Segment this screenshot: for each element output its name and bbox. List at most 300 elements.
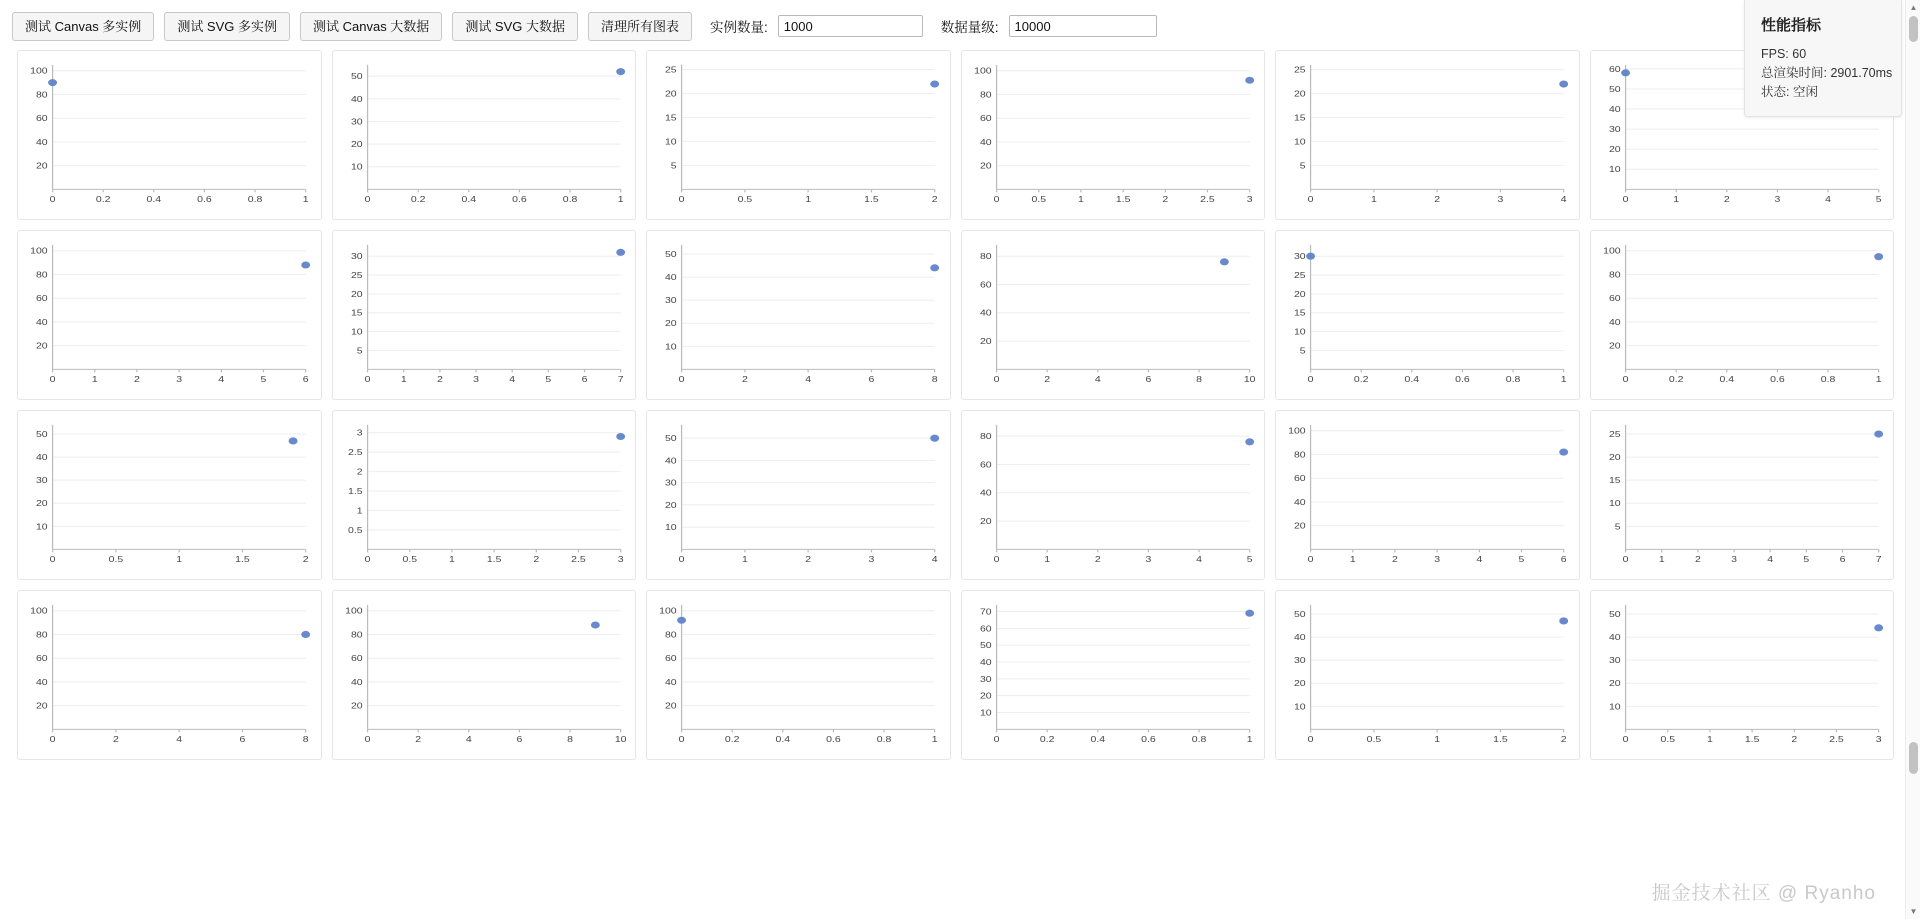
svg-text:1.5: 1.5 xyxy=(347,486,363,497)
chart-plot xyxy=(333,51,636,219)
perf-total-render-time: 总渲染时间: 2901.70ms xyxy=(1761,66,1893,80)
svg-text:40: 40 xyxy=(979,308,992,319)
performance-panel-title: 性能指标 xyxy=(1761,17,1822,34)
svg-text:1: 1 xyxy=(302,195,309,205)
svg-text:50: 50 xyxy=(1293,609,1306,620)
svg-text:1.5: 1.5 xyxy=(1493,735,1508,745)
svg-text:20: 20 xyxy=(664,319,677,329)
svg-text:0.8: 0.8 xyxy=(876,735,892,745)
svg-text:0.2: 0.2 xyxy=(724,735,740,745)
chart-card[interactable] xyxy=(961,410,1266,580)
svg-text:50: 50 xyxy=(35,429,48,440)
svg-text:0.6: 0.6 xyxy=(826,735,841,745)
svg-text:1: 1 xyxy=(1658,555,1665,565)
svg-text:1: 1 xyxy=(1875,375,1882,385)
test-svg-multi-button[interactable]: 测试 SVG 多实例 xyxy=(164,12,290,41)
svg-text:4: 4 xyxy=(1766,555,1773,565)
svg-text:1.5: 1.5 xyxy=(235,555,250,565)
svg-text:5: 5 xyxy=(1875,195,1882,205)
chart-card[interactable] xyxy=(332,230,637,400)
chart-card[interactable] xyxy=(332,410,637,580)
svg-text:2: 2 xyxy=(1694,555,1701,565)
chart-card[interactable] xyxy=(17,50,322,220)
svg-text:5: 5 xyxy=(1299,161,1306,172)
svg-text:40: 40 xyxy=(1608,633,1621,643)
svg-text:0.5: 0.5 xyxy=(1031,195,1046,205)
svg-text:2: 2 xyxy=(805,555,812,565)
chart-card[interactable] xyxy=(1590,410,1895,580)
svg-text:0.5: 0.5 xyxy=(347,525,363,536)
svg-text:3: 3 xyxy=(1497,195,1504,205)
svg-text:2: 2 xyxy=(1560,735,1567,745)
clear-all-charts-button[interactable]: 清理所有图表 xyxy=(588,12,692,41)
svg-text:5: 5 xyxy=(356,346,363,357)
svg-text:80: 80 xyxy=(35,630,48,641)
svg-text:20: 20 xyxy=(664,701,677,712)
svg-text:0.5: 0.5 xyxy=(1366,735,1382,745)
svg-text:1.5: 1.5 xyxy=(486,555,501,565)
svg-text:3: 3 xyxy=(1246,195,1253,205)
svg-text:0.2: 0.2 xyxy=(1039,735,1054,745)
svg-text:0: 0 xyxy=(678,555,685,565)
svg-text:0: 0 xyxy=(1307,195,1314,205)
svg-text:30: 30 xyxy=(350,252,363,262)
chart-card[interactable] xyxy=(1275,230,1580,400)
svg-text:1.5: 1.5 xyxy=(1744,735,1759,745)
svg-text:10: 10 xyxy=(614,735,627,745)
svg-text:1: 1 xyxy=(805,195,812,205)
svg-text:50: 50 xyxy=(350,72,363,82)
svg-text:6: 6 xyxy=(239,735,246,745)
watermark: 掘金技术社区 @ Ryanho xyxy=(1651,883,1876,904)
chart-card[interactable] xyxy=(1590,590,1895,760)
chart-plot xyxy=(18,231,321,399)
chart-plot xyxy=(333,591,636,759)
chart-card[interactable] xyxy=(646,410,951,580)
svg-text:30: 30 xyxy=(1293,252,1306,262)
svg-text:0: 0 xyxy=(364,195,370,205)
svg-text:25: 25 xyxy=(350,270,363,281)
svg-text:2: 2 xyxy=(302,555,309,565)
page-scrollbar[interactable] xyxy=(1905,0,1920,919)
svg-text:0.8: 0.8 xyxy=(1820,375,1835,385)
svg-text:20: 20 xyxy=(979,516,992,527)
svg-text:0: 0 xyxy=(49,195,56,205)
svg-text:30: 30 xyxy=(664,478,677,489)
data-scale-label: 数据量级: xyxy=(940,20,999,35)
svg-text:1: 1 xyxy=(1706,735,1713,745)
svg-text:10: 10 xyxy=(664,137,677,148)
chart-card[interactable] xyxy=(332,50,637,220)
svg-text:0: 0 xyxy=(993,735,999,745)
svg-text:2: 2 xyxy=(1391,555,1398,565)
svg-text:5: 5 xyxy=(260,375,267,385)
data-scale-input[interactable] xyxy=(1009,15,1157,37)
chart-plot xyxy=(1276,411,1579,579)
svg-text:20: 20 xyxy=(1608,679,1621,689)
svg-text:100: 100 xyxy=(344,606,363,617)
svg-text:10: 10 xyxy=(1608,499,1621,509)
svg-text:80: 80 xyxy=(350,630,363,641)
svg-text:100: 100 xyxy=(30,66,48,77)
svg-text:0: 0 xyxy=(993,195,999,205)
svg-text:0.5: 0.5 xyxy=(402,555,417,565)
svg-text:15: 15 xyxy=(350,308,363,319)
chart-card[interactable] xyxy=(332,590,637,760)
svg-text:30: 30 xyxy=(1293,656,1306,666)
svg-text:20: 20 xyxy=(35,701,48,712)
svg-text:4: 4 xyxy=(1824,195,1831,205)
toolbar xyxy=(0,0,1920,50)
svg-text:20: 20 xyxy=(979,691,992,702)
svg-text:3: 3 xyxy=(1875,735,1882,745)
chart-card[interactable] xyxy=(17,230,322,400)
svg-text:1: 1 xyxy=(1246,735,1253,745)
svg-text:100: 100 xyxy=(973,66,992,77)
svg-text:1: 1 xyxy=(176,555,183,565)
svg-text:15: 15 xyxy=(1293,113,1306,124)
chart-card[interactable] xyxy=(646,50,951,220)
chart-card[interactable] xyxy=(1275,590,1580,760)
test-svg-bigdata-button[interactable]: 测试 SVG 大数据 xyxy=(452,12,578,41)
svg-text:20: 20 xyxy=(1293,289,1306,300)
svg-text:10: 10 xyxy=(1608,165,1621,175)
svg-text:10: 10 xyxy=(1293,327,1306,338)
svg-text:15: 15 xyxy=(664,113,677,124)
svg-text:20: 20 xyxy=(350,139,363,150)
svg-text:20: 20 xyxy=(664,89,677,100)
instance-count-label: 实例数量: xyxy=(710,20,768,35)
svg-text:100: 100 xyxy=(30,606,48,617)
svg-text:0: 0 xyxy=(993,555,999,565)
svg-text:3: 3 xyxy=(1774,195,1780,205)
svg-text:1: 1 xyxy=(617,195,624,205)
svg-text:60: 60 xyxy=(1608,294,1621,304)
svg-text:1: 1 xyxy=(448,555,455,565)
svg-text:100: 100 xyxy=(1602,246,1621,257)
chart-card[interactable] xyxy=(646,230,951,400)
svg-text:2: 2 xyxy=(1094,555,1101,565)
svg-text:1: 1 xyxy=(931,735,938,745)
svg-text:60: 60 xyxy=(35,654,48,664)
svg-text:2: 2 xyxy=(112,735,119,745)
svg-text:60: 60 xyxy=(979,114,992,124)
instance-count-input[interactable] xyxy=(778,15,923,37)
svg-text:2: 2 xyxy=(1043,375,1050,385)
svg-text:0.4: 0.4 xyxy=(1719,375,1734,385)
svg-text:2.5: 2.5 xyxy=(1828,735,1844,745)
svg-text:10: 10 xyxy=(1293,702,1306,712)
svg-text:1: 1 xyxy=(1043,555,1050,565)
svg-text:70: 70 xyxy=(979,607,992,618)
svg-text:50: 50 xyxy=(664,249,677,260)
chart-card[interactable] xyxy=(1275,410,1580,580)
test-canvas-multi-button[interactable]: 测试 Canvas 多实例 xyxy=(12,12,154,41)
chart-card[interactable] xyxy=(961,230,1266,400)
svg-text:5: 5 xyxy=(1518,555,1525,565)
svg-text:0: 0 xyxy=(1622,375,1628,385)
svg-text:0: 0 xyxy=(1622,735,1628,745)
svg-text:80: 80 xyxy=(35,270,48,281)
svg-text:5: 5 xyxy=(1802,555,1809,565)
svg-text:25: 25 xyxy=(1293,270,1306,281)
svg-text:5: 5 xyxy=(670,161,677,172)
svg-text:100: 100 xyxy=(1288,426,1306,437)
svg-text:60: 60 xyxy=(979,460,992,471)
svg-text:40: 40 xyxy=(664,273,677,283)
svg-text:0: 0 xyxy=(1307,555,1314,565)
svg-text:20: 20 xyxy=(35,499,48,509)
svg-text:40: 40 xyxy=(35,137,48,148)
svg-text:1: 1 xyxy=(1434,735,1441,745)
svg-text:2: 2 xyxy=(436,375,443,385)
svg-text:25: 25 xyxy=(1293,65,1306,76)
svg-text:8: 8 xyxy=(1195,375,1202,385)
svg-text:60: 60 xyxy=(664,654,677,664)
svg-text:40: 40 xyxy=(35,677,48,688)
svg-text:0: 0 xyxy=(678,195,685,205)
svg-text:2: 2 xyxy=(1790,735,1797,745)
svg-text:6: 6 xyxy=(868,375,875,385)
svg-text:2.5: 2.5 xyxy=(570,555,586,565)
svg-text:6: 6 xyxy=(1145,375,1151,385)
svg-text:4: 4 xyxy=(1560,195,1567,205)
svg-text:20: 20 xyxy=(1293,521,1306,532)
svg-text:40: 40 xyxy=(979,488,992,499)
chart-plot xyxy=(647,411,950,579)
svg-text:40: 40 xyxy=(1608,104,1621,115)
perf-fps: FPS: 60 xyxy=(1761,47,1807,61)
svg-text:10: 10 xyxy=(1243,375,1256,385)
svg-text:0: 0 xyxy=(1622,555,1628,565)
svg-text:1: 1 xyxy=(1560,375,1567,385)
svg-text:40: 40 xyxy=(350,677,363,688)
svg-text:60: 60 xyxy=(350,654,363,664)
svg-text:15: 15 xyxy=(1608,476,1621,486)
svg-text:50: 50 xyxy=(664,434,677,444)
svg-text:20: 20 xyxy=(1608,145,1621,155)
svg-text:80: 80 xyxy=(979,90,992,101)
performance-panel xyxy=(1744,0,1902,117)
chart-plot xyxy=(333,231,636,399)
svg-text:0: 0 xyxy=(364,735,370,745)
svg-text:1.5: 1.5 xyxy=(1115,195,1130,205)
svg-text:40: 40 xyxy=(664,677,677,688)
svg-text:20: 20 xyxy=(35,161,48,172)
svg-text:6: 6 xyxy=(516,735,522,745)
chart-card[interactable] xyxy=(17,590,322,760)
svg-text:6: 6 xyxy=(1560,555,1567,565)
chart-plot xyxy=(18,411,321,579)
svg-text:40: 40 xyxy=(1293,633,1306,643)
svg-text:10: 10 xyxy=(35,522,48,532)
svg-text:0.4: 0.4 xyxy=(1090,735,1105,745)
svg-text:50: 50 xyxy=(1608,609,1621,620)
perf-status: 状态: 空闲 xyxy=(1761,85,1818,99)
svg-text:20: 20 xyxy=(979,161,992,172)
svg-text:4: 4 xyxy=(1476,555,1483,565)
chart-card[interactable] xyxy=(1275,50,1580,220)
svg-text:30: 30 xyxy=(979,674,992,685)
svg-text:0.4: 0.4 xyxy=(775,735,791,745)
svg-text:10: 10 xyxy=(979,708,992,719)
svg-text:2.5: 2.5 xyxy=(347,448,363,458)
svg-text:0.8: 0.8 xyxy=(1191,735,1206,745)
svg-text:4: 4 xyxy=(1195,555,1202,565)
svg-text:0.8: 0.8 xyxy=(247,195,263,205)
svg-text:2: 2 xyxy=(741,375,748,385)
svg-text:0: 0 xyxy=(49,555,56,565)
svg-text:30: 30 xyxy=(350,117,363,128)
svg-text:0.8: 0.8 xyxy=(562,195,577,205)
chart-plot xyxy=(647,51,950,219)
svg-text:7: 7 xyxy=(1875,555,1882,565)
chart-plot xyxy=(1276,51,1579,219)
chart-plot xyxy=(962,51,1265,219)
svg-text:0.5: 0.5 xyxy=(108,555,124,565)
svg-text:80: 80 xyxy=(1293,450,1306,461)
svg-text:2.5: 2.5 xyxy=(1199,195,1215,205)
svg-text:2: 2 xyxy=(356,467,363,478)
svg-text:10: 10 xyxy=(350,162,363,173)
svg-text:60: 60 xyxy=(979,280,992,291)
svg-text:1: 1 xyxy=(1370,195,1377,205)
chart-grid xyxy=(0,50,1920,760)
svg-text:3: 3 xyxy=(472,375,479,385)
test-canvas-bigdata-button[interactable]: 测试 Canvas 大数据 xyxy=(300,12,442,41)
chart-card[interactable] xyxy=(17,410,322,580)
svg-text:20: 20 xyxy=(979,336,992,347)
svg-text:30: 30 xyxy=(35,476,48,486)
svg-text:3: 3 xyxy=(868,555,875,565)
svg-text:5: 5 xyxy=(544,375,551,385)
svg-text:20: 20 xyxy=(1608,341,1621,352)
svg-text:10: 10 xyxy=(350,327,363,338)
svg-text:0.2: 0.2 xyxy=(1668,375,1683,385)
svg-text:20: 20 xyxy=(1608,453,1621,463)
svg-text:30: 30 xyxy=(664,296,677,306)
svg-text:3: 3 xyxy=(1434,555,1441,565)
svg-text:2: 2 xyxy=(1723,195,1730,205)
chart-card[interactable] xyxy=(1590,230,1895,400)
svg-text:15: 15 xyxy=(1293,308,1306,319)
svg-text:20: 20 xyxy=(1293,89,1306,100)
svg-text:4: 4 xyxy=(931,555,938,565)
svg-text:5: 5 xyxy=(1299,346,1306,357)
chart-plot xyxy=(1276,231,1579,399)
chart-card[interactable] xyxy=(961,50,1266,220)
svg-text:0: 0 xyxy=(364,375,370,385)
svg-text:20: 20 xyxy=(1293,679,1306,689)
chart-card[interactable] xyxy=(961,590,1266,760)
svg-text:10: 10 xyxy=(1608,702,1621,712)
svg-text:0.2: 0.2 xyxy=(95,195,111,205)
chart-plot xyxy=(1591,591,1894,759)
svg-text:20: 20 xyxy=(350,701,363,712)
svg-text:3: 3 xyxy=(1145,555,1151,565)
svg-text:0: 0 xyxy=(993,375,999,385)
svg-text:1: 1 xyxy=(91,375,98,385)
svg-text:40: 40 xyxy=(350,94,363,105)
svg-text:80: 80 xyxy=(664,630,677,641)
svg-text:0: 0 xyxy=(1307,735,1314,745)
svg-text:1: 1 xyxy=(741,555,748,565)
svg-text:40: 40 xyxy=(664,456,677,467)
svg-text:30: 30 xyxy=(1608,124,1621,135)
svg-text:8: 8 xyxy=(566,735,573,745)
svg-text:80: 80 xyxy=(979,252,992,262)
svg-text:1: 1 xyxy=(356,506,363,517)
svg-text:4: 4 xyxy=(805,375,812,385)
svg-text:80: 80 xyxy=(1608,270,1621,281)
chart-plot xyxy=(962,591,1265,759)
chart-card[interactable] xyxy=(646,590,951,760)
svg-text:1: 1 xyxy=(1077,195,1084,205)
scroll-up-arrow-icon[interactable]: ▲ xyxy=(1909,3,1918,12)
svg-text:100: 100 xyxy=(659,606,677,617)
svg-text:0.4: 0.4 xyxy=(146,195,162,205)
svg-text:1.5: 1.5 xyxy=(864,195,879,205)
svg-text:0: 0 xyxy=(1307,375,1314,385)
svg-text:50: 50 xyxy=(979,641,992,651)
svg-text:30: 30 xyxy=(1608,656,1621,666)
chart-plot xyxy=(333,411,636,579)
svg-text:60: 60 xyxy=(1608,64,1621,75)
svg-text:3: 3 xyxy=(1730,555,1737,565)
chart-plot xyxy=(18,51,321,219)
svg-text:3: 3 xyxy=(176,375,183,385)
svg-text:2: 2 xyxy=(1434,195,1441,205)
svg-text:1: 1 xyxy=(1672,195,1679,205)
chart-plot xyxy=(1276,591,1579,759)
chart-plot xyxy=(962,411,1265,579)
svg-text:50: 50 xyxy=(1608,84,1621,95)
svg-text:6: 6 xyxy=(302,375,309,385)
svg-text:0.6: 0.6 xyxy=(1140,735,1156,745)
scroll-down-arrow-icon[interactable]: ▼ xyxy=(1909,907,1918,916)
svg-text:0: 0 xyxy=(49,735,56,745)
svg-text:20: 20 xyxy=(350,289,363,300)
svg-text:8: 8 xyxy=(302,735,309,745)
svg-text:0.5: 0.5 xyxy=(1660,735,1675,745)
svg-text:2: 2 xyxy=(1161,195,1168,205)
chart-plot xyxy=(962,231,1265,399)
svg-text:0.2: 0.2 xyxy=(410,195,425,205)
svg-text:4: 4 xyxy=(1094,375,1101,385)
scrollbar-thumb-top[interactable] xyxy=(1909,16,1918,42)
svg-text:8: 8 xyxy=(931,375,938,385)
chart-plot xyxy=(1591,231,1894,399)
svg-text:0.4: 0.4 xyxy=(1404,375,1420,385)
svg-text:20: 20 xyxy=(35,341,48,352)
svg-text:5: 5 xyxy=(1246,555,1253,565)
scrollbar-thumb-bottom[interactable] xyxy=(1909,742,1918,774)
svg-text:60: 60 xyxy=(35,114,48,124)
svg-text:0.6: 0.6 xyxy=(1455,375,1470,385)
svg-text:2: 2 xyxy=(532,555,539,565)
svg-text:60: 60 xyxy=(979,624,992,634)
svg-text:0.5: 0.5 xyxy=(737,195,753,205)
chart-plot xyxy=(18,591,321,759)
svg-text:0.8: 0.8 xyxy=(1505,375,1521,385)
svg-text:4: 4 xyxy=(465,735,472,745)
svg-text:0: 0 xyxy=(678,375,685,385)
svg-text:40: 40 xyxy=(35,317,48,328)
svg-text:1: 1 xyxy=(1349,555,1356,565)
svg-text:5: 5 xyxy=(1614,522,1621,532)
svg-text:60: 60 xyxy=(35,294,48,304)
chart-plot xyxy=(647,591,950,759)
